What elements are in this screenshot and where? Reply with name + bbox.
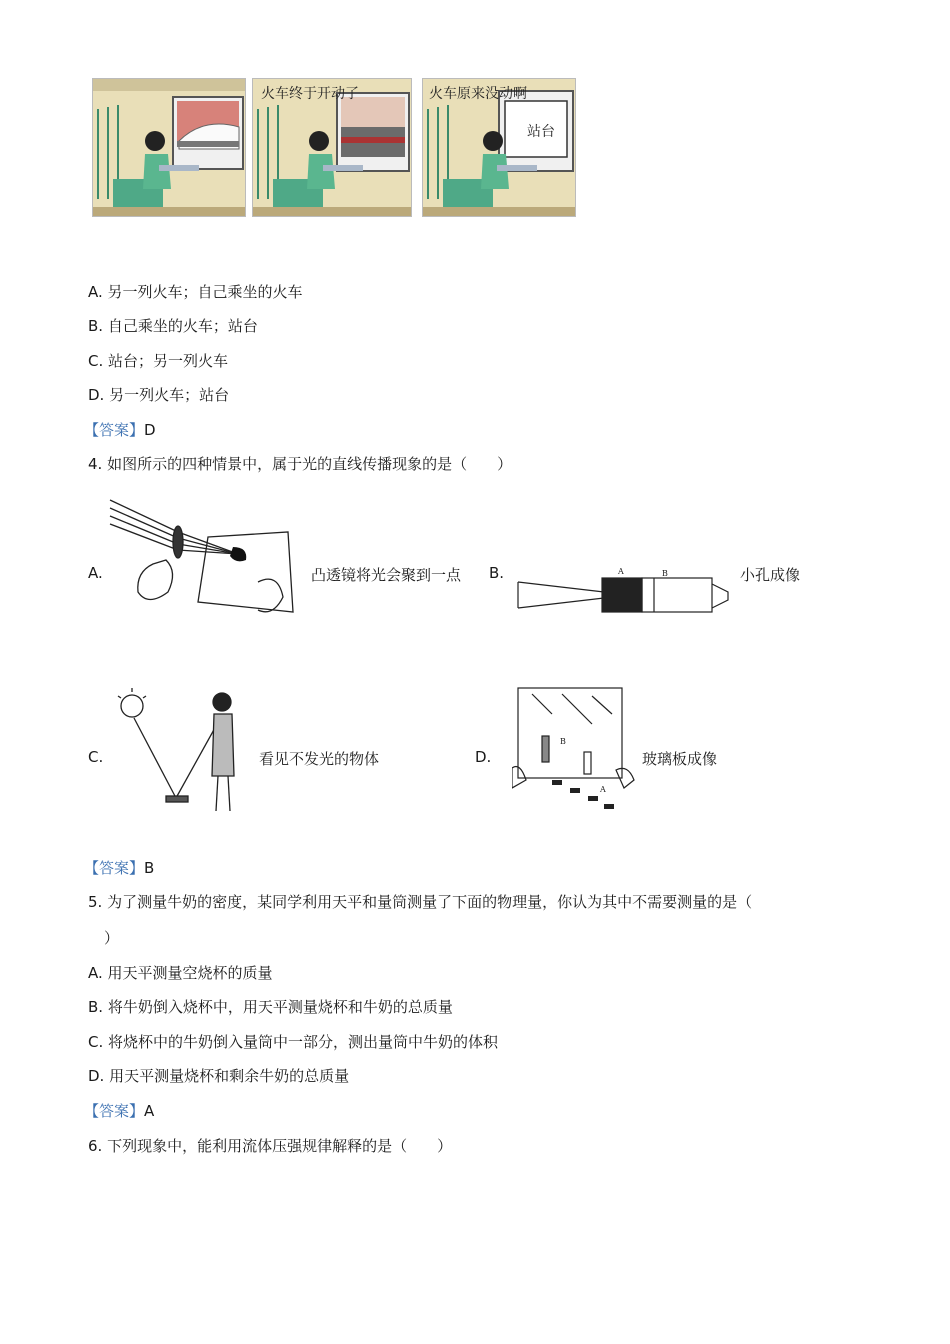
convex-lens-illustration: [108, 492, 300, 622]
answer-tag: 【答案】: [84, 1102, 145, 1120]
mirror-label-a: A: [600, 785, 606, 794]
q4-option-a-letter: A.: [88, 564, 103, 582]
pinhole-label-a: A: [618, 567, 624, 576]
comic-panel-3-sign: 站台: [527, 124, 555, 140]
q5-stem-line1: 5. 为了测量牛奶的密度，某同学利用天平和量筒测量了下面的物理量，你认为其中不需要测量的是（: [88, 893, 753, 911]
q3-option-c: C. 站台；另一列火车: [88, 352, 229, 370]
pinhole-label-b: B: [662, 569, 668, 578]
q4-stem: 4. 如图所示的四种情景中，属于光的直线传播现象的是（ ）: [88, 455, 513, 473]
q3-option-b: B. 自己乘坐的火车；站台: [88, 317, 258, 335]
comic-panel-1: [92, 78, 246, 217]
mirror-label-b: B: [560, 737, 566, 746]
q4-option-c-letter: C.: [88, 748, 104, 766]
q5-option-b: B. 将牛奶倒入烧杯中，用天平测量烧杯和牛奶的总质量: [88, 998, 453, 1016]
reflection-illustration: [112, 686, 252, 816]
q3-option-a: A. 另一列火车；自己乘坐的火车: [88, 283, 303, 301]
comic-panel-2-caption: 火车终于开动了: [261, 86, 359, 102]
answer-tag: 【答案】: [84, 421, 145, 439]
q4-option-b-caption: 小孔成像: [740, 566, 801, 584]
glass-plate-illustration: [512, 684, 640, 814]
comic-panel-3-caption: 火车原来没动啊: [429, 86, 527, 102]
q4-option-d-letter: D.: [475, 748, 492, 766]
q4-option-d-caption: 玻璃板成像: [642, 750, 718, 768]
q5-option-c: C. 将烧杯中的牛奶倒入量筒中一部分，测出量筒中牛奶的体积: [88, 1033, 499, 1051]
answer-value: B: [144, 859, 155, 877]
q5-answer: [84, 1100, 154, 1121]
answer-value: A: [144, 1102, 155, 1120]
q3-answer: [84, 419, 156, 440]
q6-stem: 6. 下列现象中，能利用流体压强规律解释的是（ ）: [88, 1137, 453, 1155]
q5-option-a: A. 用天平测量空烧杯的质量: [88, 964, 273, 982]
q4-option-c-caption: 看见不发光的物体: [259, 750, 380, 768]
pinhole-camera-illustration: [514, 564, 736, 616]
q4-option-b-letter: B.: [489, 564, 505, 582]
q3-option-d: D. 另一列火车；站台: [88, 386, 230, 404]
answer-value: D: [144, 421, 156, 439]
comic-panel-2: [252, 78, 412, 217]
answer-tag: 【答案】: [84, 859, 145, 877]
q4-answer: [84, 857, 154, 878]
q5-stem-line2: ）: [104, 929, 120, 947]
q5-option-d: D. 用天平测量烧杯和剩余牛奶的总质量: [88, 1067, 350, 1085]
q4-option-a-caption: 凸透镜将光会聚到一点: [311, 566, 462, 584]
comic-panel-3: [422, 78, 576, 217]
